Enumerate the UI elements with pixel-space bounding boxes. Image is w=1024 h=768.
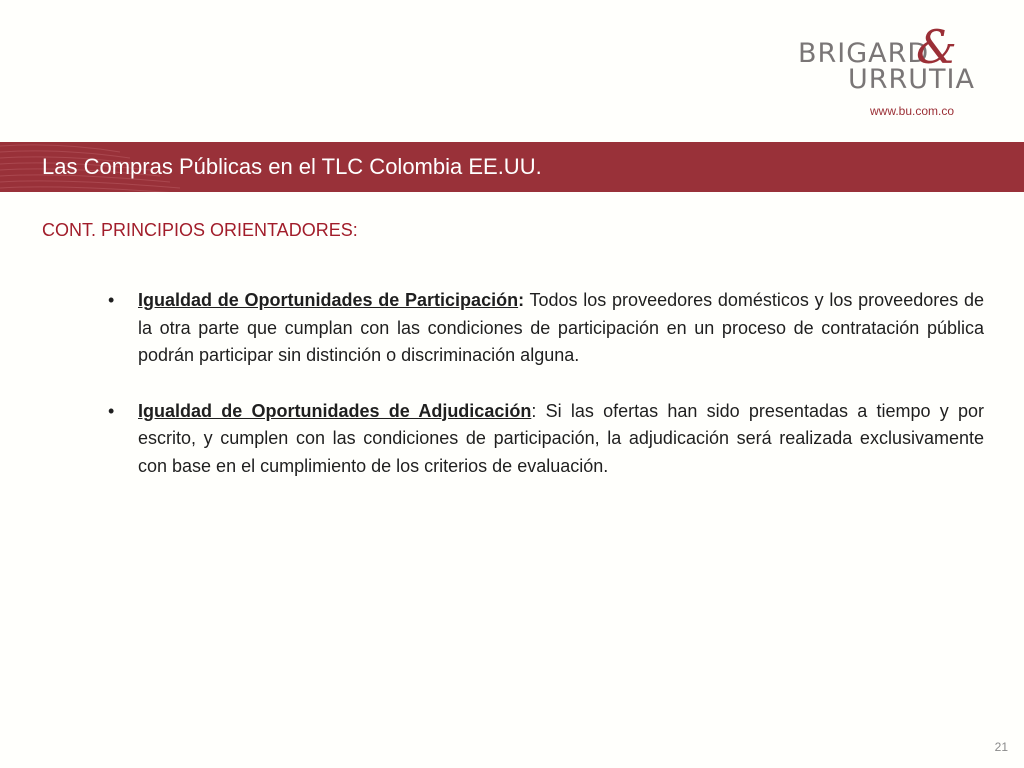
bullet-separator: : bbox=[531, 400, 537, 421]
bullet-list bbox=[108, 287, 984, 508]
section-subtitle: CONT. PRINCIPIOS ORIENTADORES: bbox=[42, 220, 358, 240]
bullet-term: Igualdad de Oportunidades de Participación bbox=[138, 290, 519, 310]
bullet-item bbox=[108, 287, 984, 370]
title-bar bbox=[0, 142, 1024, 192]
bullet-text: Todos los proveedores domésticos y los proveedores de la otra parte que cumplan con las condiciones de participación en un proceso de contratación pública podrán participar sin distinción o discriminación alguna. bbox=[138, 290, 985, 365]
logo-url: www.bu.com.co bbox=[870, 104, 955, 118]
logo-urrutia-text: URRUTIA bbox=[848, 64, 975, 95]
logo-ampersand: & bbox=[916, 20, 957, 74]
page-number: 21 bbox=[994, 740, 1008, 754]
bullet-separator: : bbox=[518, 290, 525, 310]
brigard-urrutia-logo bbox=[796, 20, 996, 122]
bullet-marker: • bbox=[108, 400, 115, 421]
bullet-marker: • bbox=[108, 290, 115, 310]
bullet-term: Igualdad de Oportunidades de Adjudicación bbox=[138, 400, 532, 421]
bullet-text: Si las ofertas han sido presentadas a tiempo y por escrito, y cumplen con las condiciones de participación, la adjudicación será realizada exclusivamente con base en el cumplimiento de los criterios de evaluación. bbox=[138, 400, 984, 476]
logo-brigard-text: BRIGARD bbox=[798, 38, 930, 69]
slide-title: Las Compras Públicas en el TLC Colombia EE.UU. bbox=[42, 154, 542, 179]
bullet-item bbox=[108, 398, 984, 481]
